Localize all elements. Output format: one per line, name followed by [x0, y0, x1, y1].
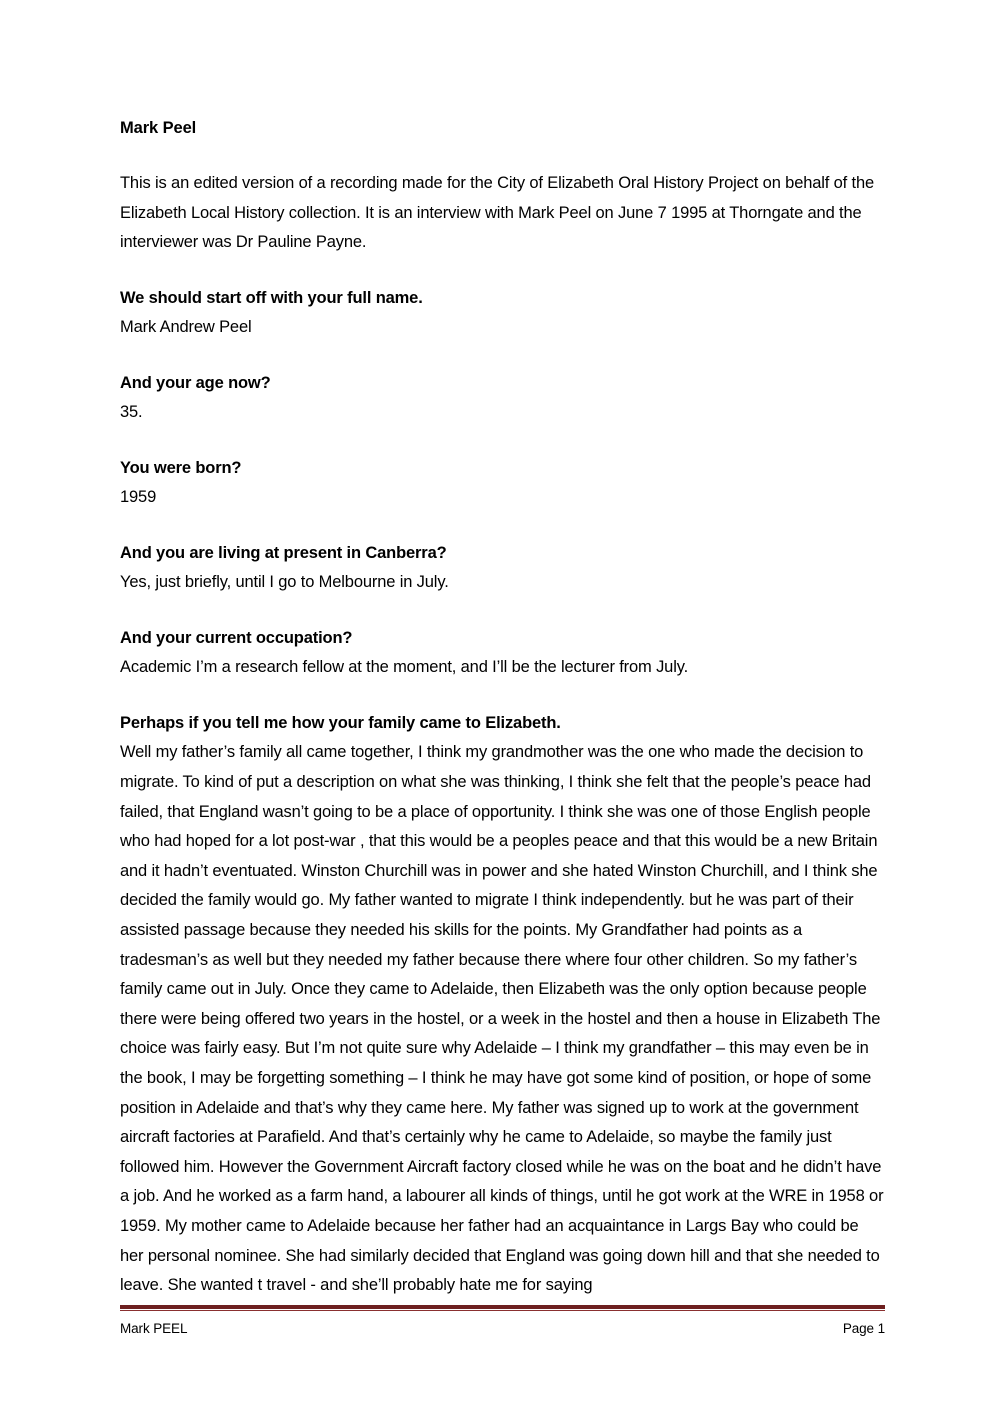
document-body — [120, 118, 885, 1301]
footer-row — [120, 1320, 885, 1338]
question-text: And you are living at present in Canberra? — [120, 543, 447, 562]
footer-left-text: Mark PEEL — [120, 1321, 188, 1336]
answer-text: Yes, just briefly, until I go to Melbourne in July. — [120, 573, 449, 592]
spacer — [120, 513, 885, 539]
footer-divider — [120, 1305, 885, 1311]
intro-paragraph: This is an edited version of a recording made for the City of Elizabeth Oral History Project on behalf of the Elizabeth Local History collection. It is an interview with Mark Peel on June 7 1995 at Thorngate and the interviewer was Dr Pauline Payne. — [120, 174, 875, 252]
spacer — [120, 258, 885, 284]
spacer — [120, 428, 885, 454]
qa-item-born — [120, 454, 885, 513]
footer-page-number: Page 1 — [842, 1321, 885, 1336]
page-title: Mark Peel — [120, 119, 197, 137]
qa-item-age — [120, 369, 885, 428]
qa-item-occupation — [120, 624, 885, 683]
qa-item-residence — [120, 539, 885, 598]
spacer — [120, 683, 885, 709]
question-text: And your age now? — [120, 373, 271, 392]
answer-text: Mark Andrew Peel — [120, 318, 252, 337]
question-text: You were born? — [120, 458, 242, 477]
answer-text: 35. — [120, 403, 143, 422]
answer-text: Academic I’m a research fellow at the moment, and I’ll be the lecturer from July. — [120, 658, 689, 677]
spacer — [120, 598, 885, 624]
spacer — [120, 343, 885, 369]
question-text: We should start off with your full name. — [120, 288, 423, 307]
answer-text: Well my father’s family all came together, I think my grandmother was the one who made the decision to migrate. To kind of put a description on what she was thinking, I think she felt that the people’s peace had failed, that England wasn’t going to be a place of opportunity. I think she was one of those English people who had hoped for a lot post-war , that this would be a peoples peace and that this would be a new Britain and it hadn’t eventuated. Winston Churchill was in power and she hated Winston Churchill, and I think she decided the family would go. My father wanted to migrate I think independently. but he was part of their assisted passage because they needed his skills for the points. My Grandfather had points as a tradesman’s as well but they needed my father because there where four other children. So my father’s family came out in July. Once they came to Adelaide, then Elizabeth was the only option because people there were being offered two years in the hostel, or a week in the hostel and then a house in Elizabeth The choice was fairly easy. But I’m not quite sure why Adelaide – I think my grandfather – this may even be in the book, I may be forgetting something – I think he may have got some kind of position, or hope of some position in Adelaide and that’s why they came here. My father was signed up to work at the government aircraft factories at Parafield. And that’s certainly why he came to Adelaide, so maybe the family just followed him. However the Government Aircraft factory closed while he was on the boat and he didn’t have a job. And he worked as a farm hand, a labourer all kinds of things, until he got work at the WRE in 1958 or 1959. My mother came to Adelaide because her father had an acquaintance in Largs Bay who could be her personal nominee. She had similarly decided that England was going down hill and that she needed to leave. She wanted t travel - and she’ll probably hate me for saying — [120, 743, 884, 1295]
question-text: And your current occupation? — [120, 628, 353, 647]
answer-text: 1959 — [120, 488, 157, 507]
qa-item-full-name — [120, 284, 885, 343]
qa-item-family-history — [120, 709, 885, 1301]
question-text: Perhaps if you tell me how your family came to Elizabeth. — [120, 713, 561, 732]
page-footer — [120, 1305, 885, 1338]
spacer — [120, 139, 885, 169]
